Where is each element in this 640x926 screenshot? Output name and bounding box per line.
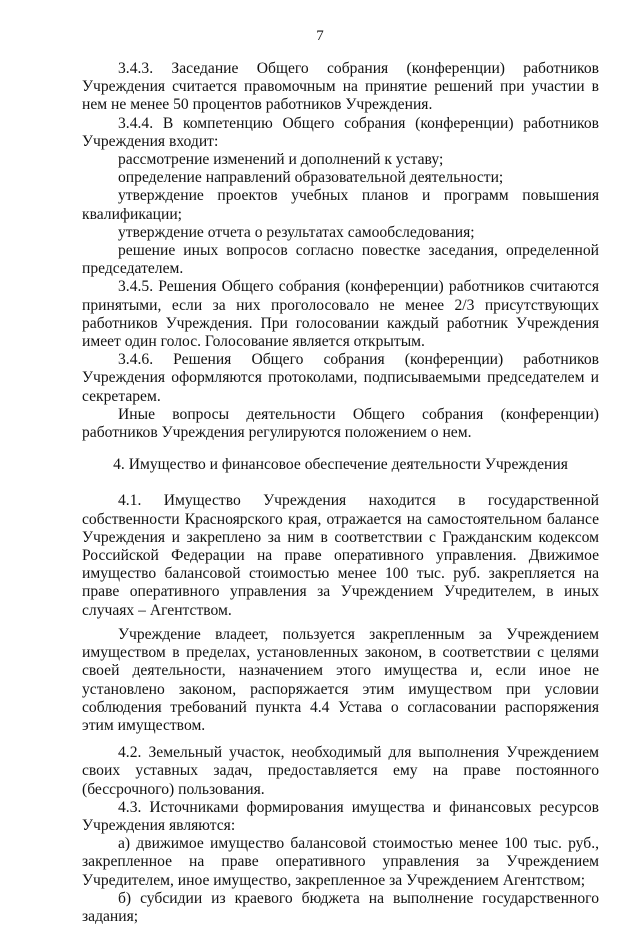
paragraph-3-4-4: 3.4.4. В компетенцию Общего собрания (конференции) работников Учреждения входит: [82,114,599,150]
document-body [82,60,599,926]
list-item: рассмотрение изменений и дополнений к уставу; [118,151,444,169]
paragraph-other-questions: Иные вопросы деятельности Общего собрания (конференции) работников Учреждения регулируются положением о нем. [82,405,599,442]
paragraph-3-4-6: 3.4.6. Решения Общего собрания (конференции) работников Учреждения оформляются протоколами, подписываемыми председателем и секретарем. [82,351,599,405]
list-item: определение направлений образовательной деятельности; [118,169,504,187]
list-item: утверждение отчета о результатах самообследования; [118,223,475,241]
list-item: утверждение проектов учебных планов и программ повышения квалификации; [82,187,599,223]
paragraph-4-3: 4.3. Источниками формирования имущества и финансовых ресурсов Учреждения являются: [82,798,599,834]
paragraph-4-2: 4.2. Земельный участок, необходимый для выполнения Учреждением своих уставных задач, предоставляется ему на праве постоянного (бессрочного) пользования. [82,744,599,798]
page-number: 7 [316,28,324,44]
paragraph-3-4-3: 3.4.3. Заседание Общего собрания (конференции) работников Учреждения считается правомочным на принятие решений при участии в нем не менее 50 процентов работников Учреждения. [82,60,599,114]
paragraph-3-4-5: 3.4.5. Решения Общего собрания (конференции) работников считаются принятыми, если за них проголосовало не менее 2/3 присутствующих работников Учреждения. При голосовании каждый работник Учреждения имеет один голос. Голосование является открытым. [82,278,599,351]
list-item: б) субсидии из краевого бюджета на выполнение государственного задания; [82,889,599,925]
list-item: решение иных вопросов согласно повестке заседания, определенной председателем. [82,242,599,278]
paragraph-property-use: Учреждение владеет, пользуется закрепленным за Учреждением имуществом в пределах, установленных законом, в соответствии с целями своей деятельности, назначением этого имущества и, если иное не установлено законом, распоряжается этим имуществом при условии соблюдения требований пункта 4.4 Устава о согласовании распоряжения этим имуществом. [82,625,599,734]
section-heading: 4. Имущество и финансовое обеспечение деятельности Учреждения [113,456,568,474]
paragraph-4-1: 4.1. Имущество Учреждения находится в государственной собственности Красноярского края, отражается на самостоятельном балансе Учреждения и закреплено за ним в соответствии с Гражданским кодексом Российской Федерации на праве оперативного управления. Движимое имущество балансовой стоимостью менее 100 тыс. руб. закрепляется на праве оперативного управления за Учреждением Учредителем, в иных случаях – Агентством. [82,492,599,619]
list-item: а) движимое имущество балансовой стоимостью менее 100 тыс. руб., закрепленное на праве оперативного управления за Учреждением Учредителем, иное имущество, закрепленное за Учреждением Агентством; [82,835,599,889]
